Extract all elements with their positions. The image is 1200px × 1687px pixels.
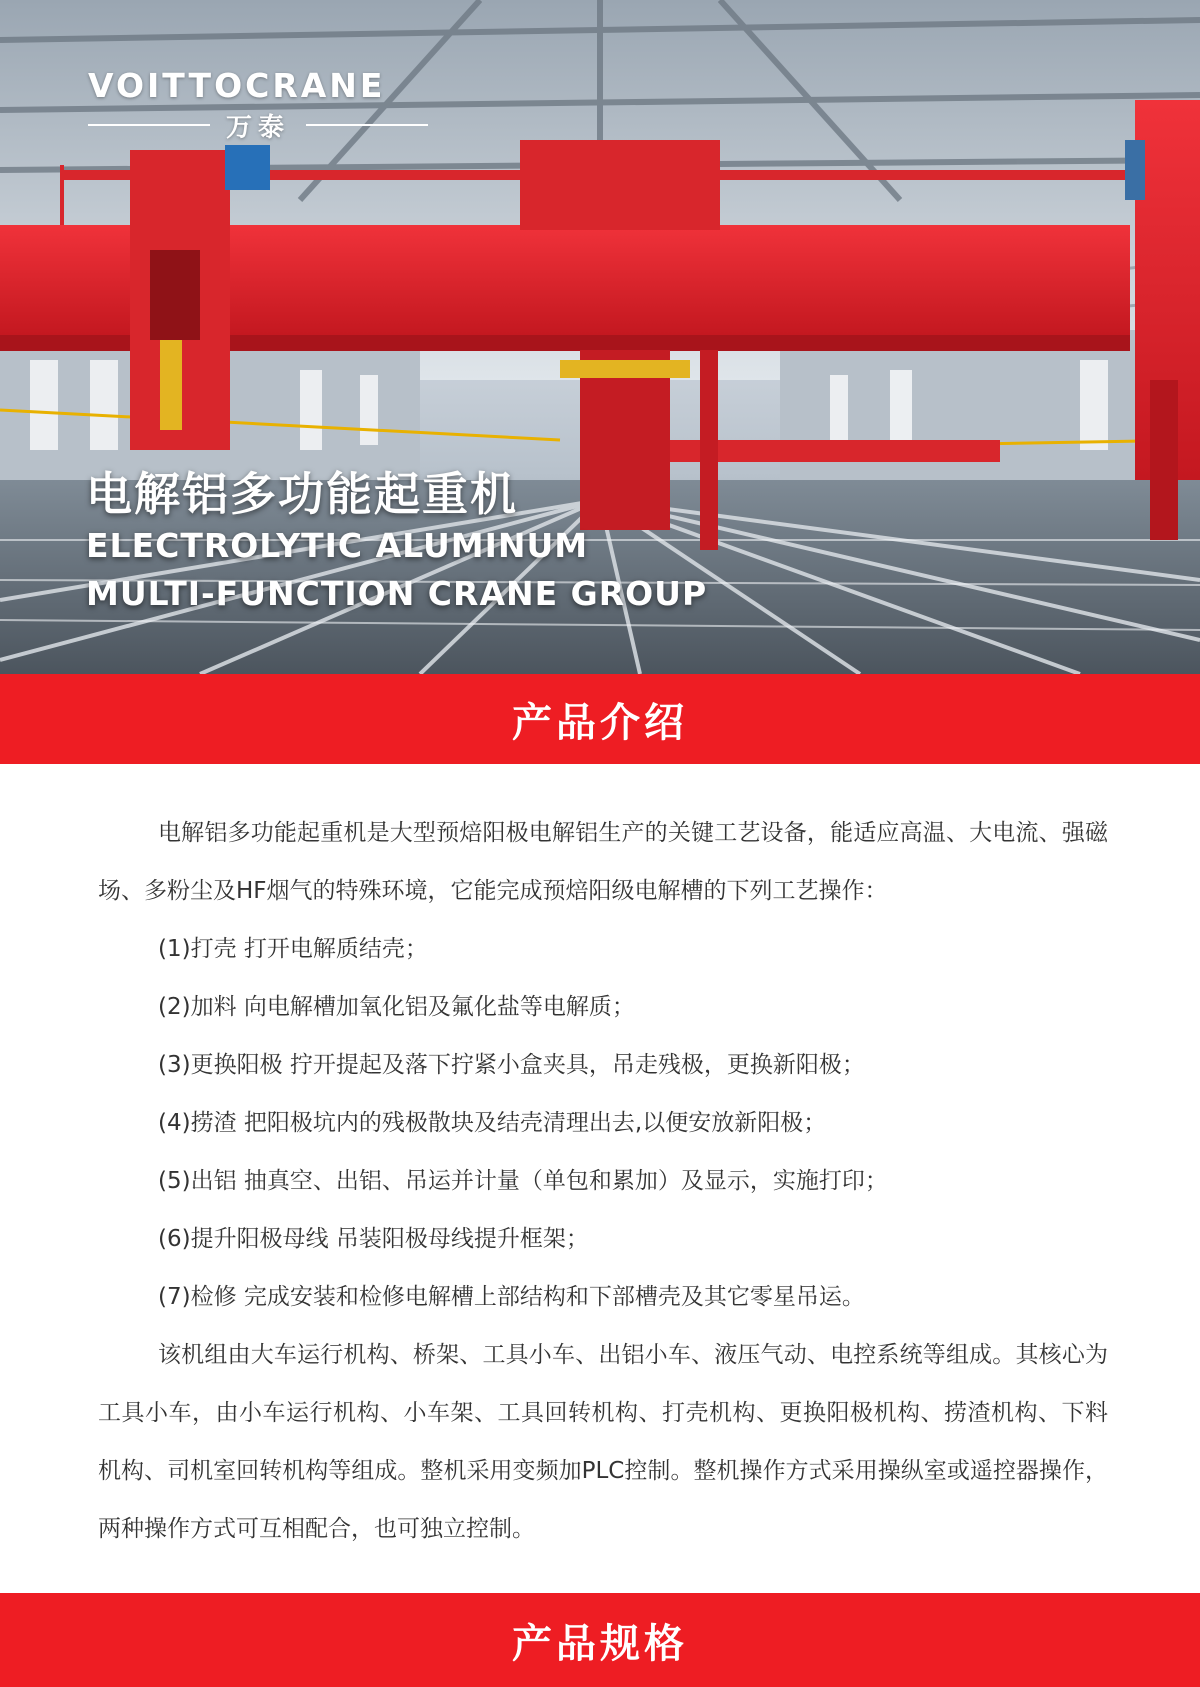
spec-heading-text: 产品规格 [512,1620,688,1667]
logo-wordmark: VOITTOCRANE [88,66,386,105]
logo-sub-row [88,108,428,142]
list-item: (2)加料 向电解槽加氧化铝及氟化盐等电解质； [158,994,635,1020]
intro-paragraph-1: 电解铝多功能起重机是大型预焙阳极电解铝生产的关键工艺设备，能适应高温、大电流、强磁场、多粉尘及HF烟气的特殊环境，它能完成预焙阳级电解槽的下列工艺操作： [98,820,1108,904]
list-item: (4)捞渣 把阳极坑内的残极散块及结壳清理出去,以便安放新阳极； [158,1110,827,1136]
intro-paragraph-2: 该机组由大车运行机构、桥架、工具小车、出铝小车、液压气动、电控系统等组成。其核心为工具小车，由小车运行机构、小车架、工具回转机构、打壳机构、更换阳极机构、捞渣机构、下料机构、司机室回转机构等组成。整机采用变频加PLC控制。整机操作方式采用操纵室或遥控器操作，两种操作方式可互相配合，也可独立控制。 [98,1342,1108,1542]
list-item: (1)打壳 打开电解质结壳； [158,936,428,962]
logo-chinese-name: 万泰 [226,112,291,143]
list-item: (7)检修 完成安装和检修电解槽上部结构和下部槽壳及其它零星吊运。 [158,1284,865,1310]
logo-divider-right [306,124,428,126]
hero-banner [0,0,1200,674]
section-heading-spec [0,1593,1200,1687]
list-item: (5)出铝 抽真空、出铝、吊运并计量（单包和累加）及显示，实施打印； [158,1168,888,1194]
hero-subtitle-line2: MULTI-FUNCTION CRANE GROUP [86,574,708,613]
logo-divider-left [88,124,210,126]
intro-content [98,804,1108,1558]
hero-subtitle-line1: ELECTROLYTIC ALUMINUM [86,526,589,565]
list-item: (3)更换阳极 拧开提起及落下拧紧小盒夹具，吊走残极，更换新阳极； [158,1052,865,1078]
intro-heading-text: 产品介绍 [512,699,688,746]
hero-title: 电解铝多功能起重机 [86,467,518,521]
list-item: (6)提升阳极母线 吊装阳极母线提升框架； [158,1226,589,1252]
section-heading-intro [0,674,1200,764]
brand-logo[interactable] [88,66,428,142]
